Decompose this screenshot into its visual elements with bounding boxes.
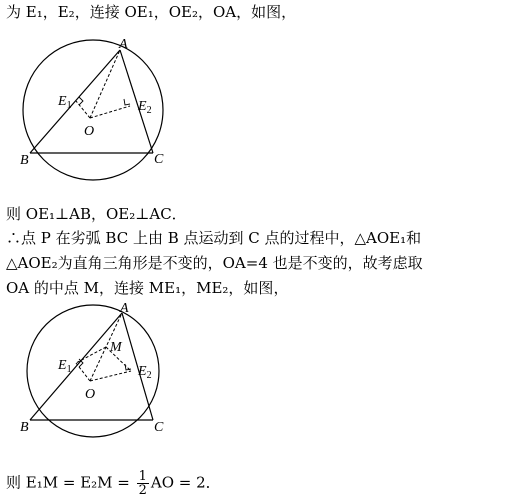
text-line-4: △AOE₂为直角三角形是不变的，OA=4 也是不变的，故考虑取 — [6, 254, 423, 272]
equation-prefix: 则 E₁M = E₂M = — [6, 473, 135, 492]
label-e1: $E_1$ — [58, 94, 72, 111]
label-c: C — [154, 420, 164, 435]
label-o: O — [84, 124, 95, 139]
text-line-5: OA 的中点 M，连接 ME₁，ME₂，如图， — [6, 279, 289, 297]
label-b: B — [20, 420, 29, 435]
segment-oe1 — [76, 363, 90, 381]
text-line-2: 则 OE₁⊥AB，OE₂⊥AC． — [6, 205, 187, 223]
right-angle-mark-e2 — [125, 364, 131, 370]
segment-oe2 — [90, 106, 130, 118]
label-a: A — [119, 38, 128, 52]
segment-ab — [30, 313, 122, 420]
segment-ac — [120, 50, 153, 153]
text-line-3: ∴点 P 在劣弧 BC 上由 B 点运动到 C 点的过程中，△AOE₁和 — [6, 229, 422, 247]
label-b: B — [20, 153, 29, 168]
right-angle-mark-e1 — [79, 97, 83, 105]
geometry-figure-1 — [18, 38, 178, 188]
fraction-one-half — [137, 470, 149, 497]
label-e1: $E_1$ — [58, 358, 72, 375]
label-o: O — [85, 387, 96, 402]
label-e2: $E_2$ — [138, 364, 152, 381]
right-angle-mark-e2 — [124, 99, 130, 105]
segment-oe2 — [90, 371, 131, 381]
segment-ab — [30, 50, 120, 153]
label-c: C — [154, 152, 164, 167]
geometry-figure-2 — [18, 303, 178, 443]
fraction-numerator: 1 — [138, 469, 147, 484]
text-line-1: 为 E₁，E₂，连接 OE₁，OE₂，OA，如图， — [6, 3, 297, 21]
label-a: A — [120, 303, 129, 316]
text-line-6 — [6, 470, 221, 497]
label-m: M — [110, 340, 122, 355]
segment-oe1 — [76, 101, 90, 118]
label-e2: $E_2$ — [138, 99, 152, 116]
equation-suffix: AO = 2． — [150, 473, 221, 492]
fraction-denominator: 2 — [138, 483, 147, 498]
segment-oa — [90, 50, 120, 118]
